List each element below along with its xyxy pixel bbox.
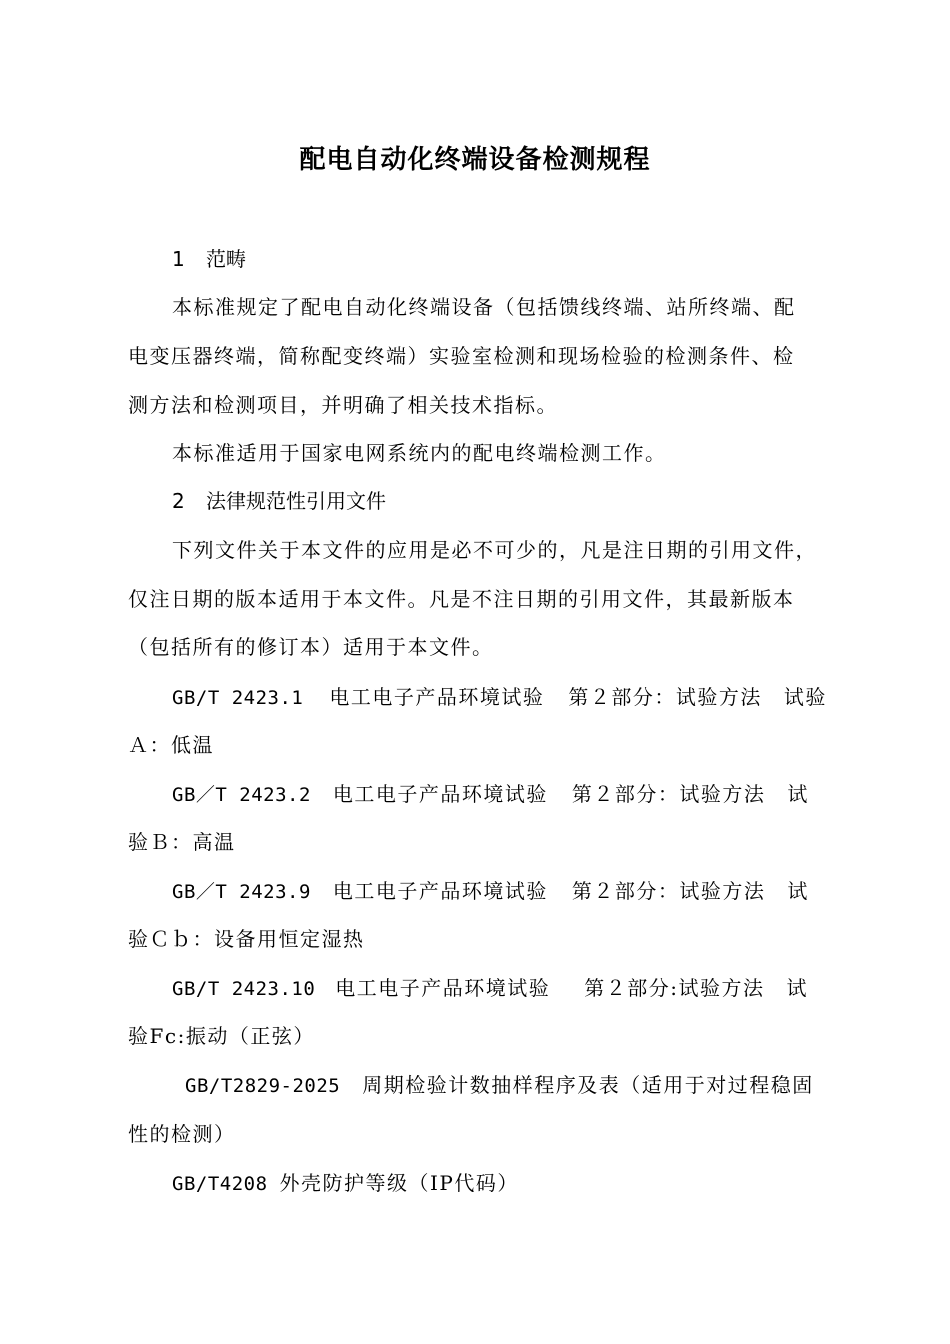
reference-code: GB/T 2423.1 [172, 687, 304, 709]
reference-tail: 试 [786, 976, 809, 1000]
reference-part: 第２部分：试验方法 [571, 782, 766, 806]
reference-entry [172, 973, 808, 1004]
page-title: 配电自动化终端设备检测规程 [299, 145, 651, 175]
reference-name: 电工电子产品环境试验 [329, 685, 545, 709]
section-title: 范畴 [206, 247, 246, 271]
reference-name: 电工电子产品环境试验 [332, 879, 548, 903]
paragraph-line: 本标准适用于国家电网系统内的配电终端检测工作。 [172, 441, 667, 465]
paragraph-line: （包括所有的修订本）适用于本文件。 [128, 635, 494, 659]
section-number: 2 [172, 489, 185, 513]
reference-code: GB/T4208 [172, 1173, 268, 1195]
paragraph-line: 测方法和检测项目，并明确了相关技术指标。 [128, 393, 558, 417]
reference-tail: 试 [787, 782, 809, 806]
reference-code: GB/T2829-2025 [185, 1075, 341, 1097]
paragraph-line: 下列文件关于本文件的应用是必不可少的，凡是注日期的引用文件， [172, 538, 817, 562]
section-2-heading [172, 486, 386, 516]
reference-entry [185, 1070, 814, 1101]
reference-name: 电工电子产品环境试验 [332, 782, 548, 806]
section-number: 1 [172, 247, 185, 271]
reference-entry [172, 682, 827, 713]
reference-part: 第２部分:试验方法 [584, 976, 765, 1000]
reference-entry [172, 876, 809, 907]
reference-entry [172, 1168, 519, 1199]
reference-part: 第２部分：试验方法 [568, 685, 762, 709]
reference-code: GB／T 2423.2 [172, 784, 311, 806]
reference-continuation: 性的检测） [128, 1122, 236, 1146]
reference-continuation: 验Ｃｂ：设备用恒定湿热 [128, 927, 365, 951]
reference-code: GB/T 2423.10 [172, 978, 316, 1000]
reference-name: 电工电子产品环境试验 [335, 976, 551, 1000]
reference-entry [172, 779, 809, 810]
reference-tail: 试验 [783, 685, 827, 709]
reference-name: 周期检验计数抽样程序及表（适用于对过程稳固 [362, 1073, 814, 1097]
reference-code: GB／T 2423.9 [172, 881, 311, 903]
reference-part: 第２部分：试验方法 [571, 879, 766, 903]
reference-tail: 试 [787, 879, 809, 903]
reference-continuation: 验Ｂ：高温 [128, 830, 236, 854]
reference-continuation: 验Fc:振动（正弦） [128, 1024, 315, 1048]
paragraph-line: 本标准规定了配电自动化终端设备（包括馈线终端、站所终端、配 [172, 295, 796, 319]
paragraph-line: 电变压器终端，简称配变终端）实验室检测和现场检验的检测条件、检 [128, 344, 795, 368]
paragraph-line: 仅注日期的版本适用于本文件。凡是不注日期的引用文件，其最新版本 [128, 587, 795, 611]
section-1-heading [172, 244, 246, 274]
reference-name: 外壳防护等级（IP代码） [279, 1171, 519, 1195]
section-title: 法律规范性引用文件 [206, 489, 386, 513]
reference-continuation: Ａ：低温 [128, 733, 214, 757]
